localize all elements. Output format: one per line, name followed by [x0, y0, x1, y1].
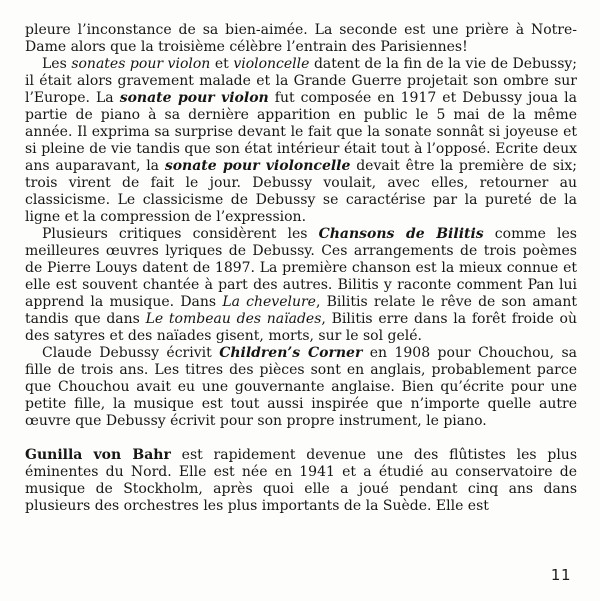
paragraph [25, 345, 577, 430]
text-run-italic: La chevelure [222, 294, 316, 310]
paragraph [25, 447, 577, 515]
text-run-normal: Plusieurs critiques considèrent les [42, 226, 319, 242]
paragraph [25, 226, 577, 345]
paragraph [25, 22, 577, 56]
text-run-normal: , Bilitis relate le rêve de son amant tandis que dans [25, 294, 577, 327]
page-number: 11 [550, 566, 571, 584]
text-run-normal: datent de la fin de la vie de Debussy; il était alors gravement malade et la Grande Guerre projetait son ombre sur l’Europe. La [25, 56, 578, 106]
text-run-normal: Claude Debussy écrivit [42, 345, 220, 361]
text-run-bold-italic: sonate pour violon [119, 90, 269, 106]
text-run-normal: en 1908 pour Chouchou, sa fille de trois ans. Les titres des pièces sont en anglais, probablement parce que Chouchou avait eu une gouvernante anglaise. Bien qu’écrite pour une petite fille, la musique est tout aussi inspirée que n’importe quelle autre œuvre que Debussy écrivit pour son propre instrument, le piano. [25, 345, 577, 429]
text-run-bold-italic: Children’s Corner [219, 345, 363, 361]
text-run-normal: et [210, 56, 234, 72]
text-run-normal: est rapidement devenue une des flûtistes les plus éminentes du Nord. Elle est née en 1941 et a étudié au conservatoire de musique de Stockholm, après quoi elle a joué pendant cinq ans dans plusieurs des orchestres les plus importants de la Suède. Elle est [25, 447, 577, 514]
text-run-italic: sonates pour violon [71, 56, 211, 72]
text-run-normal: , Bilitis erre dans la forêt froide où des satyres et des naïades gisent, morts, sur le sol gelé. [25, 311, 577, 344]
text-run-bold-italic: Chansons de Bilitis [318, 226, 484, 242]
text-run-italic: violoncelle [233, 56, 310, 72]
text-run-normal: Les [42, 56, 72, 72]
text-run-normal: fut composée en 1917 et Debussy joua la partie de piano à sa dernière apparition en public le 5 mai de la même année. Il exprima sa surprise devant le fait que la sonate sonnât si joyeuse et si pleine de vie tandis que son état intérieur était tout à l’opposé. Ecrite deux ans auparavant, la [25, 90, 577, 174]
page-text [25, 22, 577, 515]
text-run-normal: comme les meilleures œuvres lyriques de Debussy. Ces arrangements de trois poèmes de Pierre Louys datent de 1897. La première chanson est la mieux connue et elle est souvent chantée à part des autres. Bilitis y raconte comment Pan lui apprend la musique. Dans [25, 226, 577, 310]
paragraph [25, 56, 577, 226]
text-run-italic: Le tombeau des naïades [145, 311, 322, 327]
text-run-bold: Gunilla von Bahr [25, 447, 171, 463]
text-run-normal: pleure l’inconstance de sa bien-aimée. La seconde est une prière à Notre-Dame alors que la troisième célèbre l’entrain des Parisiennes! [25, 22, 577, 55]
text-run-normal: devait être la première de six; trois virent de fait le jour. Debussy voulait, avec elles, retourner au classicisme. Le classicisme de Debussy se caractérise par la pureté de la ligne et la compression de l’expression. [25, 158, 577, 225]
text-run-bold-italic: sonate pour violoncelle [164, 158, 351, 174]
